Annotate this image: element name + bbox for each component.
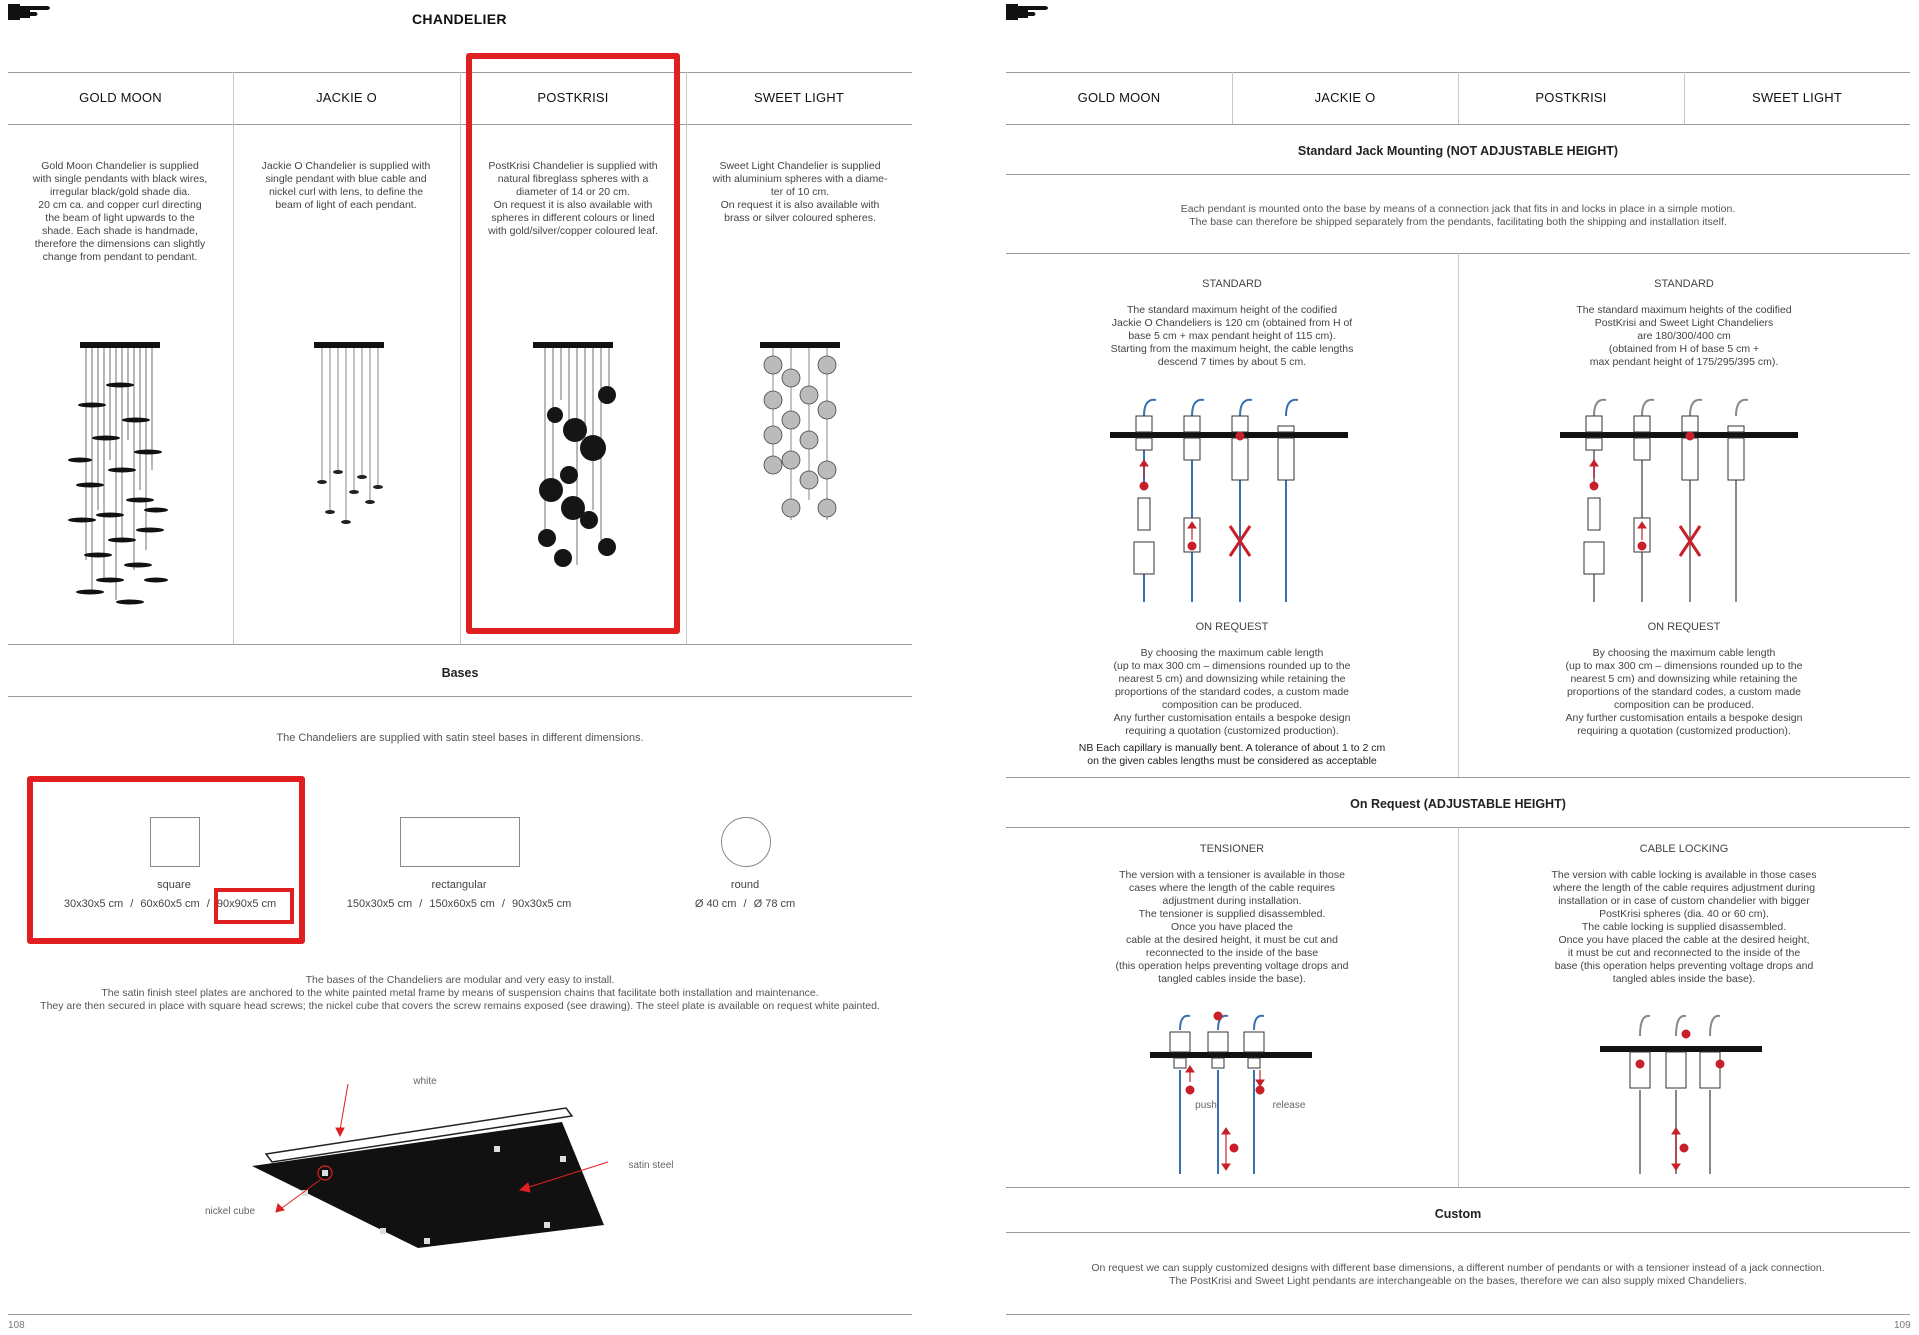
release-label: release xyxy=(1272,1100,1306,1111)
rectangular-base-dims xyxy=(324,898,594,910)
cable-locking-text: The version with cable locking is available in those cases where the length of the cable requires adjustment during installation or in case of custom chandelier with bigger PostKrisi spheres (dia. 40 or 60 cm). The cable locking is supplied disassembled. Once you have placed the cable at the desired height, it must be cut and reconnected to the inside of the base (this operation helps preventing voltage drops and tangled ables inside the base). xyxy=(1551,869,1817,985)
round-base-dims xyxy=(665,898,825,910)
bases-intro: The Chandeliers are supplied with satin steel bases in different dimensions. xyxy=(276,732,644,744)
column-header-jackie-o: JACKIE O xyxy=(1314,90,1376,105)
column-header-gold-moon: GOLD MOON xyxy=(1077,90,1161,105)
jack-mounting-title: Standard Jack Mounting (NOT ADJUSTABLE HEIGHT) xyxy=(1297,144,1619,158)
square-dim-90: 90x90x5 cm xyxy=(216,898,277,910)
jack-mounting-diagram-blue xyxy=(1110,396,1360,606)
pointing-hand-icon xyxy=(1006,2,1052,22)
round-base-label: round xyxy=(730,879,760,891)
standard-text-jackie-o: The standard maximum height of the codified Jackie O Chandeliers is 120 cm (obtained from H of base 5 cm + max pendant height of 115 cm). Starting from the maximum height, the cable lengths descend 7 times by about 5 cm. xyxy=(1110,304,1354,368)
rect-dim-150x30: 150x30x5 cm xyxy=(346,898,413,910)
dim-separator: / xyxy=(501,898,505,910)
rect-dim-150x60: 150x60x5 cm xyxy=(429,898,495,910)
rectangular-base-label: rectangular xyxy=(431,879,487,891)
drawing-label-nickel-cube: nickel cube xyxy=(204,1206,256,1217)
page-left xyxy=(0,0,920,1335)
column-header-gold-moon: GOLD MOON xyxy=(79,90,162,105)
column-header-postkrisi: POSTKRISI xyxy=(1535,90,1607,105)
page-title: CHANDELIER xyxy=(412,11,507,27)
column-header-jackie-o: JACKIE O xyxy=(316,90,377,105)
square-base-label: square xyxy=(157,879,191,891)
cable-locking-diagram xyxy=(1600,1010,1770,1180)
on-request-text-right: By choosing the maximum cable length (up to max 300 cm – dimensions rounded up to the nearest 5 cm) and downsizing while retaining the proportions of the standard codes, a custom made composition can be produced. Any further customisation entails a bespoke design requiring a quotation (customized production). xyxy=(1565,647,1803,737)
description-postkrisi: PostKrisi Chandelier is supplied with natural fibreglass spheres with a diameter of 14 or 20 cm. On request it is also available with spheres in different colours or lined with gold/silver/copper coloured leaf. xyxy=(488,160,658,237)
cable-locking-label: CABLE LOCKING xyxy=(1639,843,1729,855)
bases-description: The bases of the Chandeliers are modular and very easy to install. The satin finish steel plates are anchored to the white painted metal frame by means of suspension chains that facilitate both installation and maintenance. They are then secured in place with square head screws; the nickel cube that covers the screw remains exposed (see drawing). The steel plate is available on request white painted. xyxy=(40,974,880,1012)
jackie-o-chandelier-drawing xyxy=(310,340,390,530)
column-header-sweet-light: SWEET LIGHT xyxy=(1751,90,1843,105)
nb-tolerance-text: NB Each capillary is manually bent. A tolerance of about 1 to 2 cm on the given cables lengths must be considered as acceptable xyxy=(1078,742,1386,767)
round-dim-40: Ø 40 cm xyxy=(694,898,737,910)
push-label: push xyxy=(1195,1100,1217,1111)
custom-title: Custom xyxy=(1434,1207,1482,1221)
base-mounting-drawing xyxy=(200,1070,680,1260)
dim-separator: / xyxy=(206,898,210,910)
round-base-shape xyxy=(721,817,771,867)
on-request-text-left: By choosing the maximum cable length (up to max 300 cm – dimensions rounded up to the nearest 5 cm) and downsizing while retaining the proportions of the standard codes, a custom made composition can be produced. Any further customisation entails a bespoke design requiring a quotation (customized production). xyxy=(1113,647,1351,737)
on-request-label-left: ON REQUEST xyxy=(1195,621,1269,633)
dim-separator: / xyxy=(419,898,423,910)
jack-mounting-text: Each pendant is mounted onto the base by means of a connection jack that fits in and locks in place in a simple motion. The base can therefore be shipped separately from the pendants, facilitating both the shipping and installation itself. xyxy=(1180,203,1736,228)
jack-mounting-diagram-grey xyxy=(1560,396,1810,606)
square-dim-60: 60x60x5 cm xyxy=(140,898,200,910)
page-right xyxy=(1000,0,1919,1335)
round-dim-78: Ø 78 cm xyxy=(753,898,796,910)
pointing-hand-icon xyxy=(8,2,54,22)
page-number: 108 xyxy=(8,1320,25,1331)
tensioner-label: TENSIONER xyxy=(1199,843,1265,855)
square-90-highlight-box xyxy=(214,888,294,924)
gold-moon-chandelier-drawing xyxy=(60,340,180,610)
rectangular-base-shape xyxy=(400,817,520,867)
description-sweet-light: Sweet Light Chandelier is supplied with aluminium spheres with a diame- ter of 10 cm. On request it is also available with brass or silver coloured spheres. xyxy=(712,160,888,224)
page-number: 109 xyxy=(1894,1320,1911,1331)
tensioner-diagram xyxy=(1150,1010,1320,1180)
column-header-sweet-light: SWEET LIGHT xyxy=(753,90,845,105)
adjustable-height-title: On Request (ADJUSTABLE HEIGHT) xyxy=(1350,797,1566,811)
rect-dim-90x30: 90x30x5 cm xyxy=(511,898,572,910)
dim-separator: / xyxy=(130,898,134,910)
on-request-label-right: ON REQUEST xyxy=(1647,621,1721,633)
drawing-label-satin-steel: satin steel xyxy=(628,1160,674,1171)
postkrisi-highlight-box xyxy=(466,53,680,634)
standard-label-left: STANDARD xyxy=(1202,278,1262,290)
description-jackie-o: Jackie O Chandelier is supplied with single pendant with blue cable and nickel curl with lens, to define the beam of light of each pendant. xyxy=(261,160,431,211)
standard-text-postkrisi-sweet: The standard maximum heights of the codified PostKrisi and Sweet Light Chandeliers are 180/300/400 cm (obtained from H of base 5 cm + max pendant height of 175/295/395 cm). xyxy=(1576,304,1792,368)
bases-title: Bases xyxy=(441,666,479,680)
square-dim-30: 30x30x5 cm xyxy=(63,898,124,910)
dim-separator: / xyxy=(743,898,747,910)
custom-text: On request we can supply customized designs with different base dimensions, a different number of pendants or with a tensioner instead of a jack connection. The PostKrisi and Sweet Light pendants are interchangeable on the bases, therefore we can also supply mixed Chandeliers. xyxy=(1091,1262,1825,1287)
sweet-light-chandelier-drawing xyxy=(755,340,845,540)
tensioner-text: The version with a tensioner is available in those cases where the length of the cable requires adjustment during installation. The tensioner is supplied disassembled. Once you have placed the cable at the desired height, it must be cut and reconnected to the inside of the base (this operation helps preventing voltage drops and tangled cables inside the base). xyxy=(1115,869,1349,985)
drawing-label-white: white xyxy=(413,1076,437,1087)
column-header-postkrisi: POSTKRISI xyxy=(537,90,609,105)
description-gold-moon: Gold Moon Chandelier is supplied with single pendants with black wires, irregular black/gold shade dia. 20 cm ca. and copper curl directing the beam of light upwards to the shade. Each shade is handmade, therefore the dimensions can slightly change from pendant to pendant. xyxy=(32,160,208,263)
standard-label-right: STANDARD xyxy=(1654,278,1714,290)
